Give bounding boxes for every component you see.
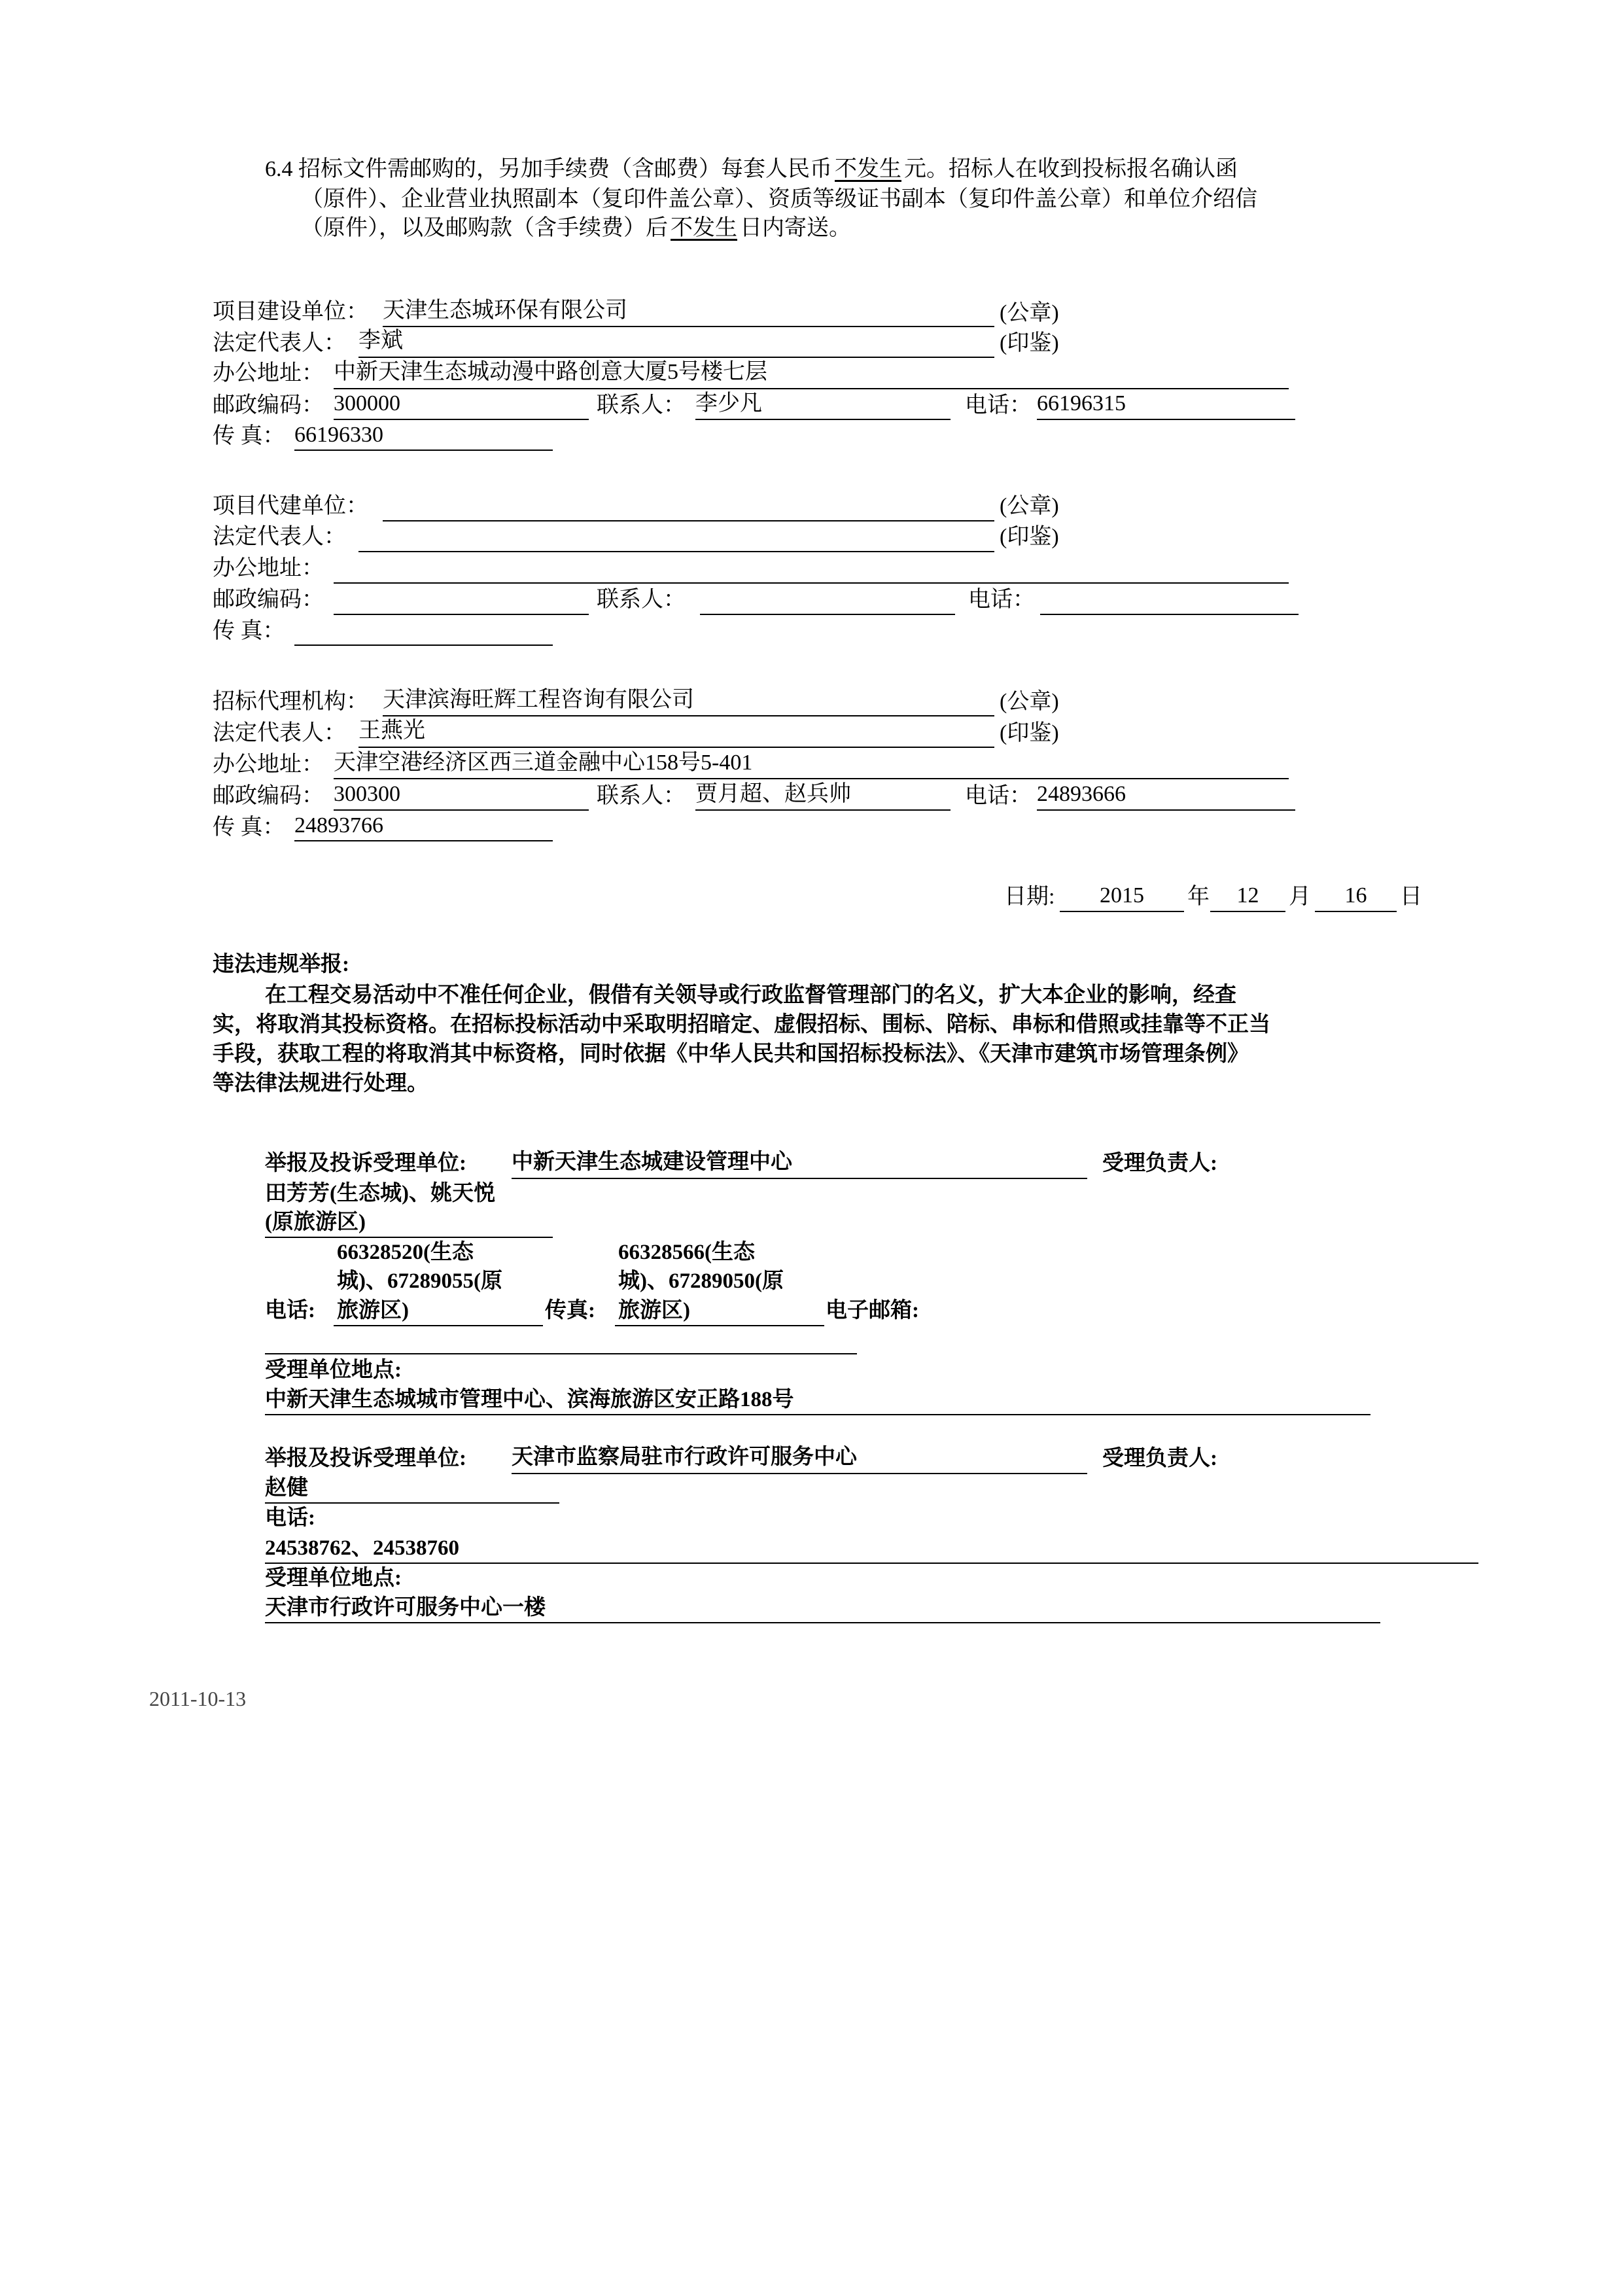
c2-phone-underline bbox=[265, 1563, 1478, 1564]
owner-unit-value: 天津生态城环保有限公司 bbox=[383, 298, 627, 323]
agency-address-line bbox=[334, 778, 1289, 779]
postal-fee-value: 不发生 bbox=[835, 157, 901, 181]
c1-phone-line1: 66328520(生态 bbox=[337, 1241, 474, 1264]
c2-phone-label: 电话: bbox=[265, 1506, 315, 1530]
date-label: 日期: bbox=[1004, 885, 1055, 909]
owner-legal-line bbox=[358, 357, 994, 358]
c1-unit-value: 中新天津生态城建设管理中心 bbox=[512, 1150, 792, 1174]
owner-postcode-value: 300000 bbox=[334, 391, 400, 415]
owner-postcode-line bbox=[334, 419, 589, 420]
agency-postcode-label: 邮政编码： bbox=[213, 784, 324, 808]
owner-fax-label: 传 真： bbox=[213, 424, 285, 448]
agency-legal-line bbox=[358, 747, 994, 748]
c2-unit-value: 天津市监察局驻市行政许可服务中心 bbox=[512, 1445, 857, 1469]
date-day: 16 bbox=[1344, 883, 1367, 908]
c2-location-underline bbox=[265, 1622, 1380, 1623]
agentbuild-address-line bbox=[334, 582, 1289, 584]
owner-contact-value: 李少凡 bbox=[695, 391, 762, 415]
agency-unit-value: 天津滨海旺辉工程咨询有限公司 bbox=[383, 688, 694, 712]
c2-location-label: 受理单位地点: bbox=[265, 1566, 402, 1590]
date-month-line bbox=[1210, 911, 1285, 912]
c1-fax-line3: 旅游区) bbox=[618, 1299, 690, 1322]
owner-fax-line bbox=[294, 450, 553, 451]
date-year-unit: 年 bbox=[1187, 885, 1210, 909]
c2-person-value: 赵健 bbox=[265, 1476, 308, 1500]
agency-postcode-line bbox=[334, 809, 589, 811]
footer-date: 2011-10-13 bbox=[149, 1687, 247, 1710]
c2-unit-line bbox=[512, 1473, 1087, 1474]
agency-contact-line bbox=[695, 809, 951, 811]
agency-address-label: 办公地址： bbox=[213, 752, 324, 777]
owner-contact-line bbox=[695, 419, 951, 420]
c2-phone-value: 24538762、24538760 bbox=[265, 1536, 459, 1560]
violation-para-2: 实，将取消其投标资格。在招标投标活动中采取明招暗定、虚假招标、围标、陪标、串标和借照或挂靠等不正当 bbox=[213, 1013, 1270, 1036]
c2-person-label: 受理负责人: bbox=[1102, 1447, 1217, 1470]
date-day-unit: 日 bbox=[1400, 885, 1422, 909]
c1-location-label: 受理单位地点: bbox=[265, 1358, 402, 1382]
agency-phone-value: 24893666 bbox=[1037, 782, 1126, 806]
c1-fax-underline bbox=[615, 1325, 824, 1326]
owner-phone-line bbox=[1037, 419, 1295, 420]
agency-postcode-value: 300300 bbox=[334, 782, 400, 806]
c1-fax-line1: 66328566(生态 bbox=[618, 1241, 755, 1264]
c1-phone-line2: 城)、67289055(原 bbox=[337, 1269, 502, 1293]
date-month: 12 bbox=[1236, 883, 1259, 908]
agency-contact-label: 联系人： bbox=[597, 784, 686, 808]
c2-location-value: 天津市行政许可服务中心一楼 bbox=[265, 1596, 546, 1619]
agency-fax-line bbox=[294, 840, 553, 841]
agentbuild-phone-line bbox=[1040, 614, 1299, 615]
agentbuild-postcode-line bbox=[334, 614, 589, 615]
c1-fax-label: 传真: bbox=[545, 1299, 595, 1322]
c1-fax-line2: 城)、67289050(原 bbox=[618, 1269, 784, 1293]
owner-fax-value: 66196330 bbox=[294, 423, 383, 447]
agentbuild-legal-line bbox=[358, 551, 994, 552]
date-year: 2015 bbox=[1100, 883, 1144, 908]
c1-person-line1: 田芳芳(生态城)、姚天悦 bbox=[265, 1182, 495, 1205]
owner-seal: (公章) bbox=[1000, 301, 1059, 325]
agency-phone-line bbox=[1037, 809, 1295, 811]
violation-title: 违法违规举报: bbox=[213, 953, 349, 976]
owner-unit-line bbox=[383, 326, 994, 327]
sec64-line3: （原件），以及邮购款（含手续费）后 不发生 日内寄送。 bbox=[301, 216, 851, 240]
sec64-line1: 6.4 招标文件需邮购的，另加手续费（含邮费）每套人民币 不发生 元。招标人在收到投标报名确认函 bbox=[265, 157, 1238, 181]
date-year-line bbox=[1060, 911, 1184, 912]
owner-legal-value: 李斌 bbox=[358, 328, 403, 353]
date-month-unit: 月 bbox=[1289, 885, 1311, 909]
c1-person-line2: (原旅游区) bbox=[265, 1210, 366, 1234]
agency-fax-label: 传 真： bbox=[213, 815, 285, 839]
agentbuild-seal: (公章) bbox=[1000, 494, 1059, 518]
c1-phone-underline bbox=[334, 1325, 543, 1326]
agentbuild-unit-label: 项目代建单位： bbox=[213, 494, 368, 518]
sec64-line2: （原件）、企业营业执照副本（复印件盖公章）、资质等级证书副本（复印件盖公章）和单位介绍信 bbox=[301, 187, 1257, 211]
agency-legal-label: 法定代表人： bbox=[213, 721, 346, 745]
c2-person-underline bbox=[265, 1502, 559, 1504]
c2-unit-label: 举报及投诉受理单位: bbox=[265, 1447, 466, 1470]
agency-signet: (印鉴) bbox=[1000, 721, 1059, 745]
agentbuild-fax-label: 传 真： bbox=[213, 619, 285, 643]
agentbuild-signet: (印鉴) bbox=[1000, 525, 1059, 549]
owner-contact-label: 联系人： bbox=[597, 393, 686, 417]
agentbuild-contact-label: 联系人： bbox=[597, 588, 686, 612]
agency-unit-label: 招标代理机构： bbox=[213, 690, 368, 714]
c1-email-label: 电子邮箱: bbox=[826, 1299, 919, 1322]
agentbuild-fax-line bbox=[294, 645, 553, 646]
c1-person-label: 受理负责人: bbox=[1102, 1152, 1217, 1175]
agentbuild-postcode-label: 邮政编码： bbox=[213, 588, 324, 612]
agency-contact-value: 贾月超、赵兵帅 bbox=[695, 782, 851, 806]
c1-unit-line bbox=[512, 1178, 1087, 1179]
agency-legal-value: 王燕光 bbox=[358, 718, 425, 743]
owner-phone-value: 66196315 bbox=[1037, 391, 1126, 415]
agentbuild-address-label: 办公地址： bbox=[213, 556, 324, 580]
agentbuild-contact-line bbox=[700, 614, 955, 615]
owner-address-line bbox=[334, 388, 1289, 389]
c1-location-underline bbox=[265, 1414, 1370, 1415]
agency-phone-label: 电话： bbox=[965, 784, 1032, 808]
c1-phone-label: 电话: bbox=[265, 1299, 315, 1322]
c1-email-underline bbox=[265, 1353, 857, 1354]
date-day-line bbox=[1315, 911, 1397, 912]
violation-para-1: 在工程交易活动中不准任何企业，假借有关领导或行政监督管理部门的名义，扩大本企业的影响，经查 bbox=[265, 983, 1236, 1007]
agency-unit-line bbox=[383, 715, 994, 716]
c1-unit-label: 举报及投诉受理单位: bbox=[265, 1152, 466, 1175]
owner-legal-label: 法定代表人： bbox=[213, 331, 346, 355]
owner-postcode-label: 邮政编码： bbox=[213, 393, 324, 417]
c1-location-value: 中新天津生态城城市管理中心、滨海旅游区安正路188号 bbox=[265, 1388, 794, 1411]
owner-unit-label: 项目建设单位： bbox=[213, 300, 368, 324]
agency-fax-value: 24893766 bbox=[294, 813, 383, 838]
agency-address-value: 天津空港经济区西三道金融中心158号5-401 bbox=[334, 751, 753, 775]
c1-phone-line3: 旅游区) bbox=[337, 1299, 409, 1322]
agentbuild-phone-label: 电话： bbox=[968, 588, 1035, 612]
owner-address-label: 办公地址： bbox=[213, 361, 324, 385]
owner-address-value: 中新天津生态城动漫中路创意大厦5号楼七层 bbox=[334, 360, 767, 384]
agentbuild-legal-label: 法定代表人： bbox=[213, 525, 346, 549]
agentbuild-unit-line bbox=[383, 520, 994, 521]
violation-para-4: 等法律法规进行处理。 bbox=[213, 1072, 428, 1095]
delivery-days-value: 不发生 bbox=[671, 216, 737, 240]
owner-phone-label: 电话： bbox=[965, 393, 1032, 417]
agency-seal: (公章) bbox=[1000, 690, 1059, 714]
owner-signet: (印鉴) bbox=[1000, 331, 1059, 355]
violation-para-3: 手段，获取工程的将取消其中标资格，同时依据《中华人民共和国招标投标法》、《天津市建筑市场管理条例》 bbox=[213, 1042, 1249, 1066]
c1-person-underline bbox=[265, 1237, 553, 1238]
